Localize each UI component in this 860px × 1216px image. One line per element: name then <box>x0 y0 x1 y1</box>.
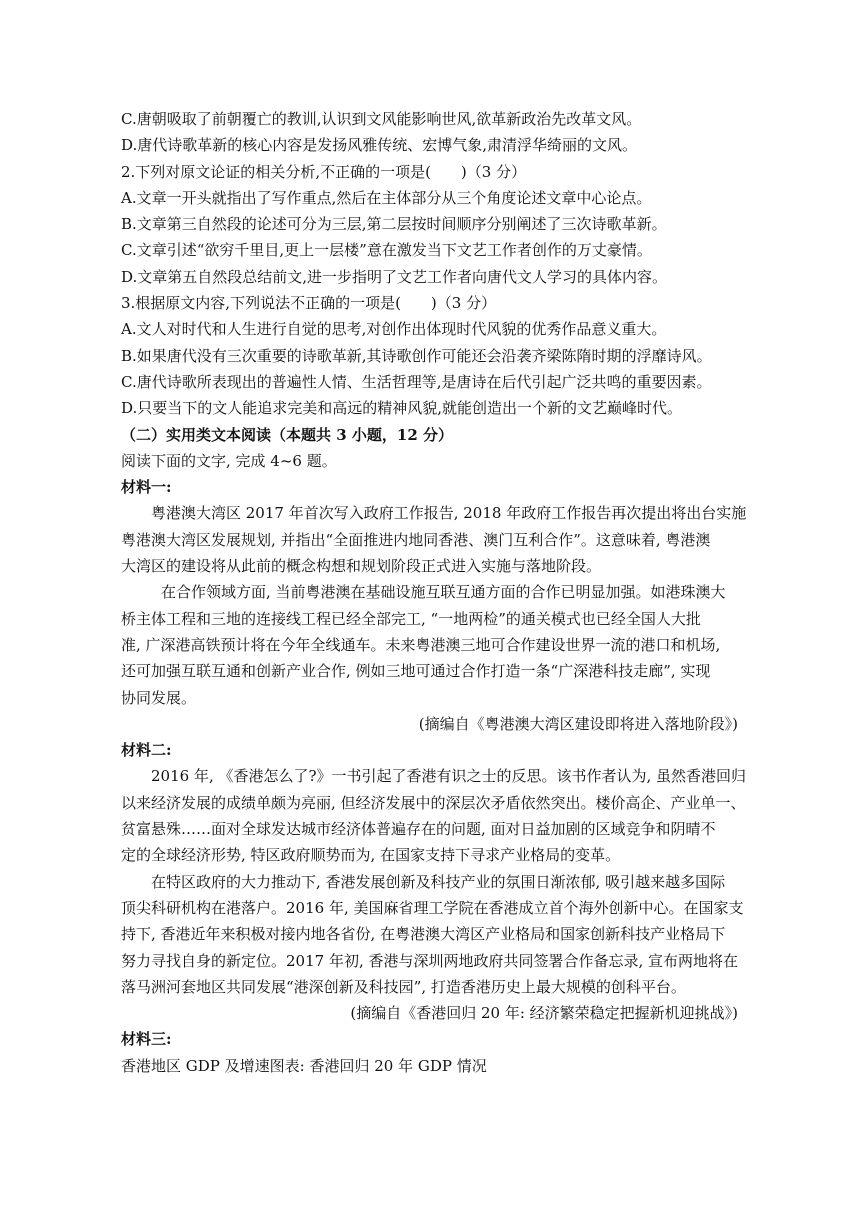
paragraph-line: 大湾区的建设将从此前的概念构想和规划阶段正式进入实施与落地阶段。 <box>121 557 602 576</box>
paragraph-line: 顶尖科研机构在港落户。2016 年, 美国麻省理工学院在香港成立首个海外创新中心。在国家支 <box>121 898 744 917</box>
paragraph-line: 粤港澳大湾区发展规划, 并指出“全面推进内地同香港、澳门互利合作”。这意味着, 粤港澳 <box>121 530 711 549</box>
q3-option-a: A.文人对时代和人生进行自觉的思考,对创作出体现时代风貌的优秀作品意义重大。 <box>121 320 667 339</box>
paragraph-line: 以来经济发展的成绩单颇为亮丽, 但经济发展中的深层次矛盾依然突出。楼价高企、产业单一、 <box>121 793 746 812</box>
paragraph-line: 2016 年, 《香港怎么了?》一书引起了香港有识之士的反思。该书作者认为, 虽然香港回归 <box>151 767 747 786</box>
paragraph-line: 贫富悬殊……面对全球发达城市经济体普遍存在的问题, 面对日益加剧的区域竞争和阴晴不 <box>121 820 716 839</box>
material3-label: 材料三: <box>121 1030 172 1049</box>
q3-option-b: B.如果唐代没有三次重要的诗歌革新,其诗歌创作可能还会沿袭齐梁陈隋时期的浮靡诗风。 <box>121 346 712 365</box>
paragraph-line: 持下, 香港近年来积极对接内地各省份, 在粤港澳大湾区产业格局和国家创新科技产业格局下 <box>121 925 726 944</box>
material2-paragraph-2 <box>121 869 746 1000</box>
section-instruction: 阅读下面的文字, 完成 4~6 题。 <box>121 451 337 470</box>
q2-stem: 2.下列对原文论证的相关分析,不正确的一项是( )（3 分） <box>121 162 527 181</box>
q3-stem: 3.根据原文内容,下列说法不正确的一项是( )（3 分） <box>121 294 497 313</box>
paragraph-line: 在特区政府的大力推动下, 香港发展创新及科技产业的氛围日渐浓郁, 吸引越来越多国际 <box>151 872 726 891</box>
material2-label: 材料二: <box>121 741 172 760</box>
q1-option-d: D.唐代诗歌革新的核心内容是发扬风雅传统、宏博气象,肃清浮华绮丽的文风。 <box>121 136 638 155</box>
material1-paragraph-2 <box>121 579 746 710</box>
paragraph-line: 在合作领域方面, 当前粤港澳在基础设施互联互通方面的合作已明显加强。如港珠澳大 <box>161 583 726 602</box>
material1-paragraph-1 <box>121 500 746 579</box>
material1-label: 材料一: <box>121 478 172 497</box>
paragraph-line: 努力寻找自身的新定位。2017 年初, 香港与深圳两地政府共同签署合作备忘录, 宣布两地将在 <box>121 951 739 970</box>
paragraph-line: 桥主体工程和三地的连接线工程已经全部完工, “一地两检”的通关模式也已经全国人大批 <box>121 609 701 628</box>
paragraph-line: 准, 广深港高铁预计将在今年全线通车。未来粤港澳三地可合作建设世界一流的港口和机场, <box>121 635 721 654</box>
material2-source: (摘编自《香港回归 20 年: 经济繁荣稳定把握新机迎挑战》) <box>350 1004 738 1023</box>
paragraph-line: 粤港澳大湾区 2017 年首次写入政府工作报告, 2018 年政府工作报告再次提出将出台实施 <box>151 504 747 523</box>
material2-paragraph-1 <box>121 763 746 868</box>
paragraph-line: 定的全球经济形势, 特区政府顺势而为, 在国家支持下寻求产业格局的变革。 <box>121 846 621 865</box>
section-heading: （二）实用类文本阅读（本题共 3 小题，12 分） <box>121 425 453 444</box>
material1-source: (摘编自《粤港澳大湾区建设即将进入落地阶段》) <box>418 714 738 733</box>
q2-option-c: C.文章引述“欲穷千里目,更上一层楼”意在激发当下文艺工作者创作的万丈豪情。 <box>121 241 652 260</box>
q1-option-c: C.唐朝吸取了前朝覆亡的教训,认识到文风能影响世风,欲革新政治先改革文风。 <box>121 110 642 128</box>
q2-option-b: B.文章第三自然段的论述可分为三层,第二层按时间顺序分别阐述了三次诗歌革新。 <box>121 215 667 234</box>
q3-option-d: D.只要当下的文人能追求完美和高远的精神风貌,就能创造出一个新的文艺巅峰时代。 <box>121 399 683 418</box>
q2-option-d: D.文章第五自然段总结前文,进一步指明了文艺工作者向唐代文人学习的具体内容。 <box>121 267 668 286</box>
material3-caption: 香港地区 GDP 及增速图表: 香港回归 20 年 GDP 情况 <box>121 1056 487 1075</box>
paragraph-line: 还可加强互联互通和创新产业合作, 例如三地可通过合作打造一条“广深港科技走廊”, 实现 <box>121 662 711 681</box>
q3-option-c: C.唐代诗歌所表现出的普遍性人情、生活哲理等,是唐诗在后代引起广泛共鸣的重要因素。 <box>121 372 712 391</box>
paragraph-line: 协同发展。 <box>121 688 197 707</box>
q2-option-a: A.文章一开头就指出了写作重点,然后在主体部分从三个角度论述文章中心论点。 <box>121 188 652 207</box>
document-page <box>121 106 746 1079</box>
paragraph-line: 落马洲河套地区共同发展“港深创新及科技园”, 打造香港历史上最大规模的创科平台。 <box>121 977 686 996</box>
